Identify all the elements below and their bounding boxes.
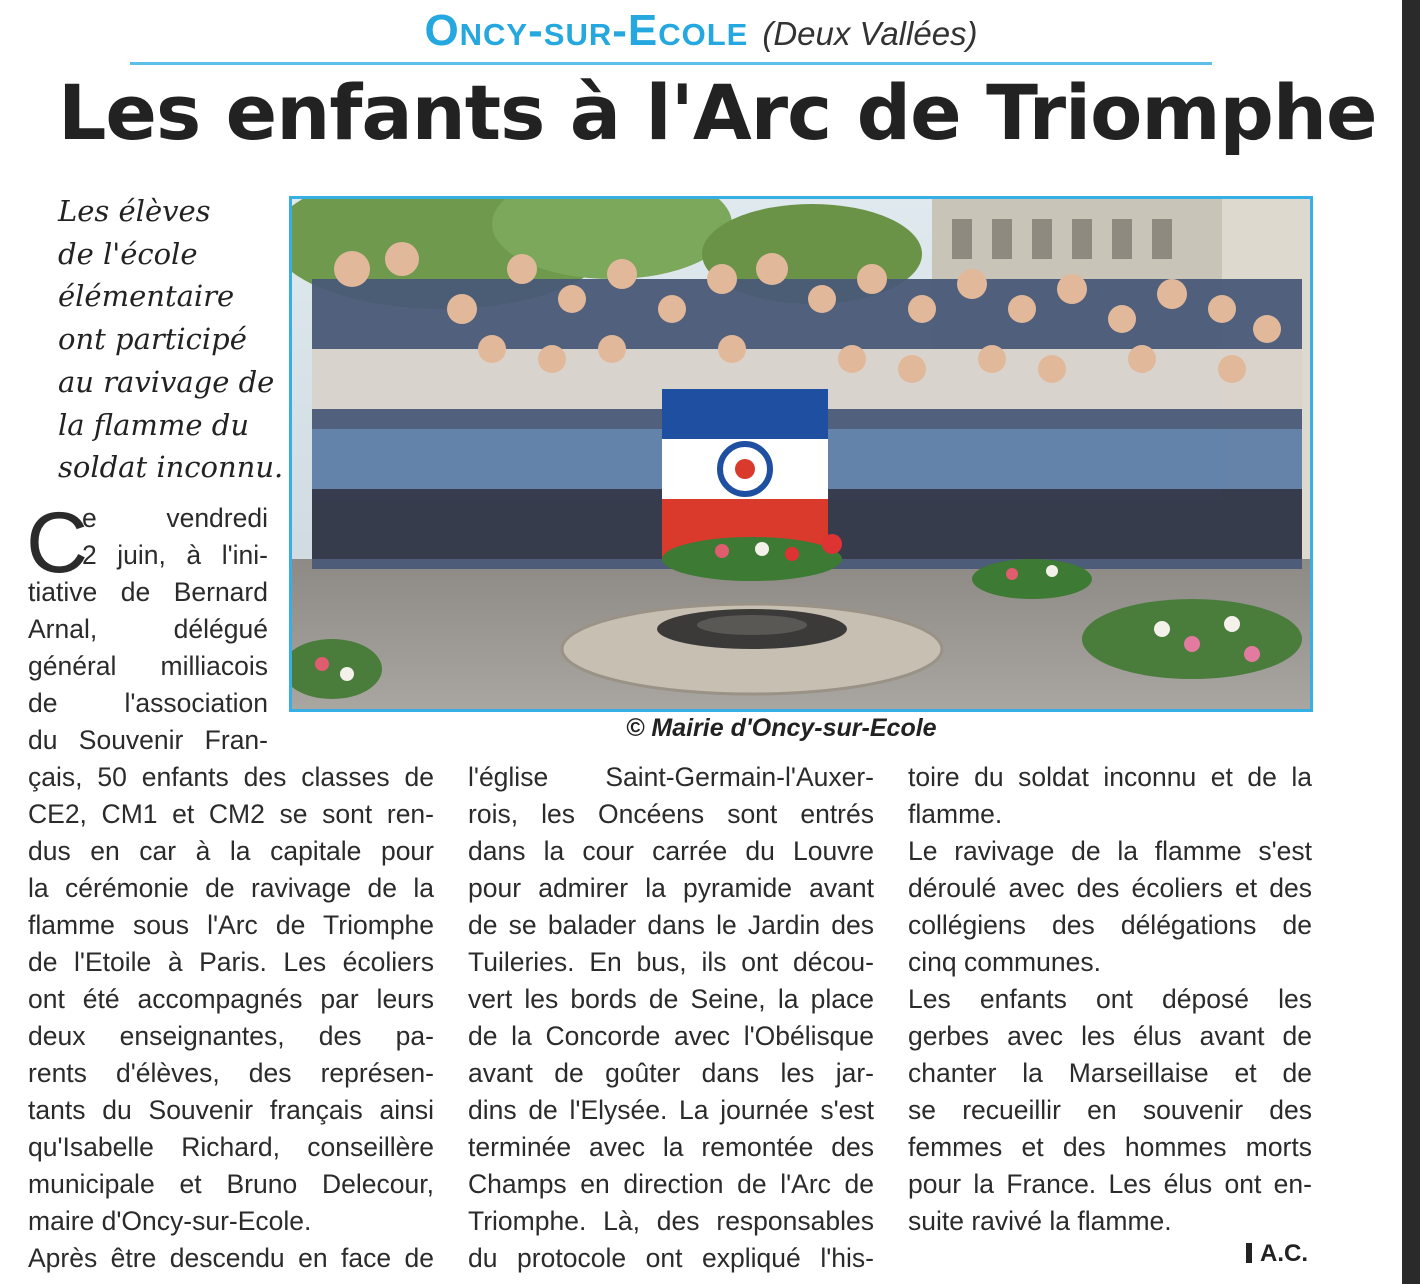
body-line: dins de l'Elysée. La journée s'est — [468, 1095, 874, 1125]
body-line: dans la cour carrée du Louvre — [468, 836, 874, 866]
body-line: femmes et des hommes morts — [908, 1132, 1312, 1162]
body-line: Triomphe. Là, des responsables — [468, 1206, 874, 1236]
body-line: 2 juin, à l'ini- — [82, 540, 268, 570]
body-line: pour la France. Les élus ont en- — [908, 1169, 1312, 1199]
body-line: l'église Saint-Germain-l'Auxer- — [468, 762, 874, 792]
lede-line: soldat inconnu. — [58, 450, 284, 485]
body-line: cinq communes. — [908, 947, 1101, 977]
body-line: collégiens des délégations de — [908, 910, 1312, 940]
headline: Les enfants à l'Arc de Triomphe — [58, 68, 1377, 157]
body-line: ont été accompagnés par leurs — [28, 984, 434, 1014]
lede-line: au ravivage de — [58, 364, 275, 399]
body-line: pour admirer la pyramide avant — [468, 873, 874, 903]
body-line: qu'Isabelle Richard, conseillère — [28, 1132, 434, 1162]
body-line: de l'association — [28, 688, 268, 718]
lede-line: élémentaire — [58, 279, 235, 314]
lede — [58, 190, 298, 489]
area-name: (Deux Vallées) — [762, 15, 978, 52]
body-line: maire d'Oncy-sur-Ecole. — [28, 1206, 312, 1236]
body-line: suite ravivé la flamme. — [908, 1206, 1172, 1236]
author-initials: A.C. — [1260, 1240, 1308, 1267]
body-line: se recueillir en souvenir des — [908, 1095, 1312, 1125]
body-line: Arnal, délégué — [28, 614, 268, 644]
lede-line: de l'école — [58, 236, 198, 271]
body-line: de la Concorde avec l'Obélisque — [468, 1021, 874, 1051]
body-line: Champs en direction de l'Arc de — [468, 1169, 874, 1199]
body-line: rents d'élèves, des représen- — [28, 1058, 434, 1088]
body-line: Après être descendu en face de — [28, 1243, 434, 1273]
body-line: Les enfants ont déposé les — [908, 984, 1312, 1014]
body-line: la cérémonie de ravivage de la — [28, 873, 434, 903]
body-line: municipale et Bruno Delecour, — [28, 1169, 434, 1199]
body-line: tants du Souvenir français ainsi — [28, 1095, 434, 1125]
body-line: de l'Etoile à Paris. Les écoliers — [28, 947, 434, 977]
body-line: flamme sous l'Arc de Triomphe — [28, 910, 434, 940]
body-line: deux enseignantes, des pa- — [28, 1021, 434, 1051]
body-line: Le ravivage de la flamme s'est — [908, 836, 1312, 866]
body-line: CE2, CM1 et CM2 se sont ren- — [28, 799, 434, 829]
drop-cap: C — [26, 495, 89, 591]
lede-line: Les élèves — [58, 194, 211, 228]
body-line: du Souvenir Fran- — [28, 725, 268, 755]
body-line: vert les bords de Seine, la place — [468, 984, 874, 1014]
body-line: çais, 50 enfants des classes de — [28, 762, 434, 792]
photo-credit: © Mairie d'Oncy-sur-Ecole — [626, 714, 937, 742]
body-line: dus en car à la capitale pour — [28, 836, 434, 866]
author-signature — [1246, 1240, 1308, 1268]
body-line: e vendredi — [82, 503, 268, 533]
article-photo — [289, 196, 1313, 712]
lede-line: la flamme du — [58, 407, 250, 442]
body-line: du protocole ont expliqué l'his- — [468, 1243, 874, 1273]
body-line: flamme. — [908, 799, 1003, 829]
body-line: de se balader dans le Jardin des — [468, 910, 874, 940]
body-line: chanter la Marseillaise et de — [908, 1058, 1312, 1088]
body-line: tiative de Bernard — [28, 577, 268, 607]
kicker-rule — [130, 62, 1212, 65]
page-edge — [1402, 0, 1420, 1284]
group-photo-illustration — [292, 199, 1310, 709]
town-name: Oncy-sur-Ecole — [424, 6, 749, 55]
body-line: toire du soldat inconnu et de la — [908, 762, 1312, 792]
body-line: gerbes avec les élus avant de — [908, 1021, 1312, 1051]
body-line: Tuileries. En bus, ils ont décou- — [468, 947, 874, 977]
section-kicker — [0, 6, 1402, 56]
body-line: général milliacois — [28, 651, 268, 681]
body-line: rois, les Oncéens sont entrés — [468, 799, 874, 829]
lede-line: ont participé — [58, 322, 247, 357]
body-line: déroulé avec des écoliers et des — [908, 873, 1312, 903]
body-line: terminée avec la remontée des — [468, 1132, 874, 1162]
body-line: avant de goûter dans les jar- — [468, 1058, 874, 1088]
signature-mark — [1246, 1243, 1252, 1263]
